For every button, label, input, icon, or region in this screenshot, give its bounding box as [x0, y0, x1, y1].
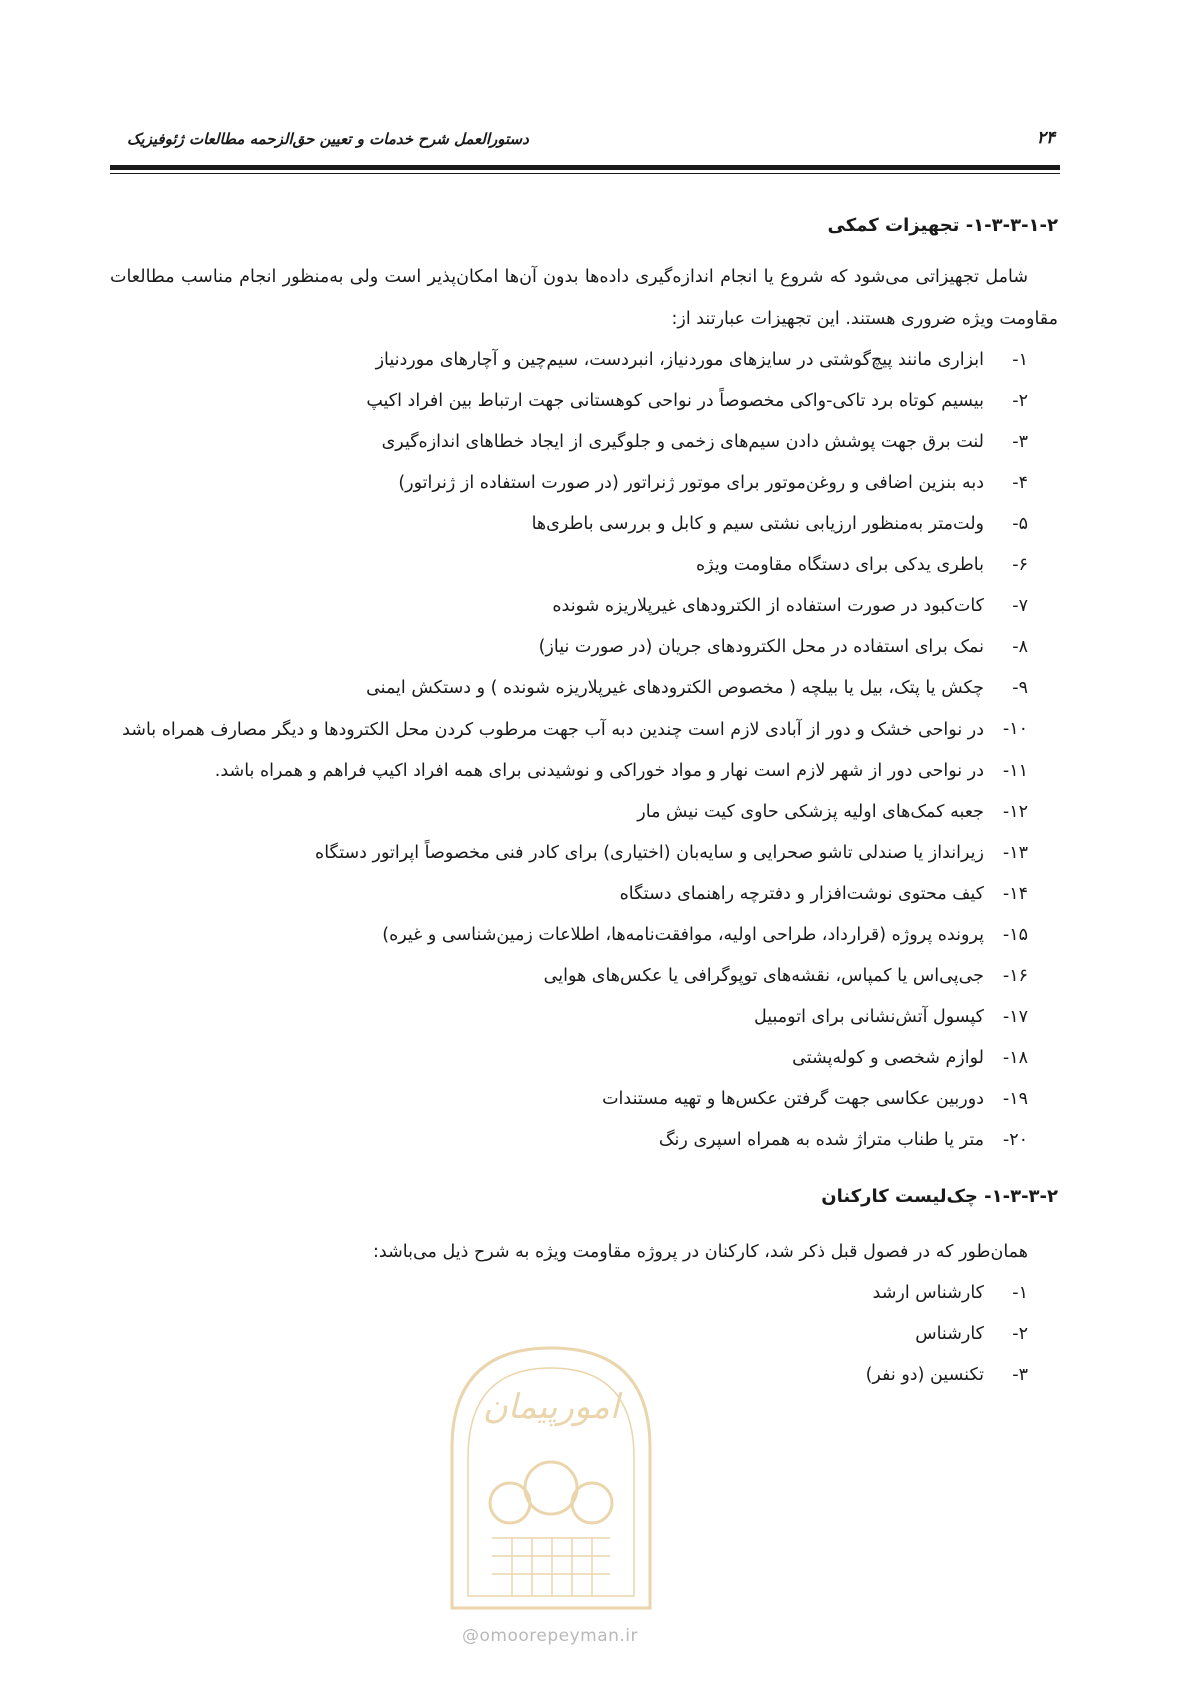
running-title: دستورالعمل شرح خدمات و تعیین حق‌الزحمه مطالعات ژئوفیزیک — [127, 130, 529, 148]
header-rule-thin — [110, 173, 1060, 174]
list-item-text: جی‌پی‌اس یا کمپاس، نقشه‌های توپوگرافی یا عکس‌های هوایی — [543, 966, 984, 986]
list-item-text: در نواحی خشک و دور از آبادی لازم است چندین دبه آب جهت مرطوب کردن محل الکترودها و دیگر مصارف همراه باشد — [122, 720, 984, 740]
list-item — [110, 874, 1058, 915]
list-item-text: متر یا طناب متراژ شده به همراه اسپری رنگ — [658, 1130, 984, 1150]
list-item — [110, 627, 1058, 668]
list-item — [110, 751, 1058, 792]
list-item-number: ۱۹- — [1002, 1089, 1028, 1109]
list-item-number: ۱۵- — [1002, 925, 1028, 945]
section-heading-staff-checklist: ۱-۳-۳-۲- چک‌لیست کارکنان — [821, 1186, 1058, 1207]
list-item — [110, 1038, 1058, 1079]
list-item-number: ۱۲- — [1002, 802, 1028, 822]
list-item-text: زیرانداز یا صندلی تاشو صحرایی و سایه‌بان (اختیاری) برای کادر فنی مخصوصاً اپراتور دستگاه — [315, 843, 984, 863]
section-intro-paragraph: شامل تجهیزاتی می‌شود که شروع یا انجام اندازه‌گیری داده‌ها بدون آن‌ها امکان‌پذیر است ولی به‌منظور انجام مناسب مطالعات مقاومت ویژه ضروری هستند. این تجهیزات عبارتند از: — [110, 267, 1058, 329]
watermark-stamp-logo — [432, 1318, 670, 1618]
list-item — [110, 833, 1058, 874]
list-item-text: لوازم شخصی و کوله‌پشتی — [792, 1048, 984, 1068]
section-heading-auxiliary-equipment: ۱-۳-۳-۱-۲- تجهیزات کمکی — [827, 215, 1058, 236]
watermark-stamp-text: امورپیمان — [482, 1387, 620, 1427]
list-item — [110, 586, 1058, 627]
list-item — [110, 463, 1058, 504]
list-item-number: ۱- — [1012, 1283, 1028, 1303]
equipment-list — [110, 340, 1058, 1161]
list-item-text: بیسیم کوتاه برد تاکی-واکی مخصوصاً در نواحی کوهستانی جهت ارتباط بین افراد اکیپ — [366, 391, 984, 411]
list-item-number: ۱۴- — [1002, 884, 1028, 904]
list-item — [110, 1079, 1058, 1120]
list-item-text: کات‌کبود در صورت استفاده از الکترودهای غیرپلاریزه شونده — [552, 596, 984, 616]
list-item-text: در نواحی دور از شهر لازم است نهار و مواد خوراکی و نوشیدنی برای همه افراد اکیپ فراهم و همراه باشد. — [214, 761, 984, 781]
list-item-number: ۶- — [1012, 555, 1028, 575]
list-item-text: نمک برای استفاده در محل الکترودهای جریان (در صورت نیاز) — [538, 637, 984, 657]
list-item-number: ۱۳- — [1002, 843, 1028, 863]
list-item-number: ۳- — [1012, 432, 1028, 452]
list-item-text: جعبه کمک‌های اولیه پزشکی حاوی کیت نیش مار — [637, 802, 984, 822]
list-item-number: ۱۶- — [1002, 966, 1028, 986]
watermark-url: @omoorepeyman.ir — [462, 1626, 639, 1646]
list-item-number: ۲- — [1012, 1324, 1028, 1344]
page-header — [115, 128, 1055, 158]
list-item-text: کیف محتوی نوشت‌افزار و دفترچه راهنمای دستگاه — [619, 884, 984, 904]
list-item-number: ۳- — [1012, 1365, 1028, 1385]
list-item-text: پرونده پروژه (قرارداد، طراحی اولیه، موافقت‌نامه‌ها، اطلاعات زمین‌شناسی و غیره) — [382, 925, 984, 945]
page-number: ۲۴ — [1036, 128, 1055, 148]
list-item-text: کارشناس — [915, 1324, 984, 1344]
list-item-text: باطری یدکی برای دستگاه مقاومت ویژه — [696, 555, 984, 575]
list-item — [110, 504, 1058, 545]
list-item-text: تکنسین (دو نفر) — [865, 1365, 984, 1385]
list-item — [110, 997, 1058, 1038]
list-item-text: کپسول آتش‌نشانی برای اتومبیل — [753, 1007, 984, 1027]
list-item-text: چکش یا پتک، بیل یا بیلچه ( مخصوص الکترودهای غیرپلاریزه شونده ) و دستکش ایمنی — [366, 678, 984, 698]
list-item — [110, 668, 1058, 709]
list-item — [110, 1120, 1058, 1161]
list-item — [110, 956, 1058, 997]
list-item-text: دبه بنزین اضافی و روغن‌موتور برای موتور ژنراتور (در صورت استفاده از ژنراتور) — [398, 473, 984, 493]
list-item — [110, 792, 1058, 833]
list-item-number: ۷- — [1012, 596, 1028, 616]
list-item-number: ۲۰- — [1002, 1130, 1028, 1150]
list-item-text: ولت‌متر به‌منظور ارزیابی نشتی سیم و کابل و بررسی باطری‌ها — [531, 514, 984, 534]
header-rule-thick — [110, 165, 1060, 170]
list-item-number: ۱۱- — [1002, 761, 1028, 781]
list-item-number: ۵- — [1012, 514, 1028, 534]
list-item-number: ۱۷- — [1002, 1007, 1028, 1027]
list-item-text: ابزاری مانند پیچ‌گوشتی در سایزهای موردنیاز، انبردست، سیم‌چین و آچارهای موردنیاز — [375, 350, 984, 370]
list-item-number: ۴- — [1012, 473, 1028, 493]
list-item — [110, 709, 1058, 751]
list-item-number: ۹- — [1012, 678, 1028, 698]
list-item-number: ۱۰- — [1002, 719, 1028, 739]
page-content — [110, 212, 1058, 1396]
list-item — [110, 340, 1058, 381]
list-item-number: ۱- — [1012, 350, 1028, 370]
list-item-number: ۸- — [1012, 637, 1028, 657]
list-item-number: ۲- — [1012, 391, 1028, 411]
section-intro-paragraph: همان‌طور که در فصول قبل ذکر شد، کارکنان در پروژه مقاومت ویژه به شرح ذیل می‌باشد: — [373, 1242, 1028, 1262]
list-item — [110, 422, 1058, 463]
list-item-text: دوربین عکاسی جهت گرفتن عکس‌ها و تهیه مستندات — [602, 1089, 984, 1109]
list-item-text: لنت برق جهت پوشش دادن سیم‌های زخمی و جلوگیری از ایجاد خطاهای اندازه‌گیری — [381, 432, 984, 452]
list-item-number: ۱۸- — [1002, 1048, 1028, 1068]
list-item — [110, 915, 1058, 956]
list-item-text: کارشناس ارشد — [872, 1283, 984, 1303]
list-item — [110, 381, 1058, 422]
list-item — [110, 545, 1058, 586]
list-item — [110, 1273, 1058, 1314]
